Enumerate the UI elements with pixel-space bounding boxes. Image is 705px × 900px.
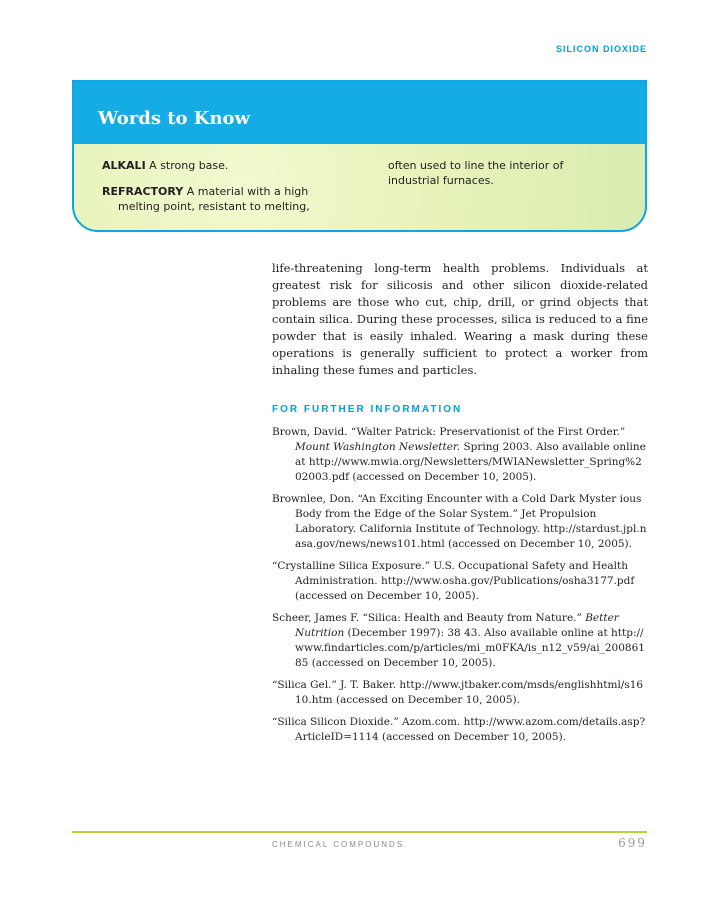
reference-url[interactable]: http://www.mwia.org/Newsletters/MWIANewsletter_Spring%202003.pdf (295, 456, 642, 483)
reference-accessed: (accessed on December 10, 2005). (444, 538, 632, 550)
reference-text: Brown, David. “Walter Patrick: Preservationist of the First Order.” (272, 426, 626, 438)
reference-accessed: (accessed on December 10, 2005). (378, 731, 567, 743)
reference-item (272, 559, 648, 604)
reference-text: (December 1997): 38 43. Also available online at (344, 627, 612, 639)
glossary-entry-refractory (102, 184, 342, 214)
glossary-continuation: often used to line the interior of industrial furnaces. (388, 159, 564, 187)
footer-book-title: CHEMICAL COMPOUNDS (272, 840, 405, 849)
reference-title: Better Nutrition (295, 612, 619, 639)
reference-accessed: (accessed on December 10, 2005). (295, 590, 479, 602)
reference-url[interactable]: http://www.azom.com/details.asp?ArticleID=1114 (295, 716, 646, 743)
page-number: 699 (618, 836, 647, 850)
reference-url[interactable]: http://www.osha.gov/Publications/osha3177.pdf (380, 575, 635, 587)
glossary-entry-alkali (102, 158, 342, 173)
glossary-term: REFRACTORY (102, 185, 184, 198)
reference-accessed: (accessed on December 10, 2005). (308, 657, 496, 669)
reference-list (272, 425, 648, 752)
reference-item (272, 425, 648, 485)
reference-text: Brownlee, Don. “An Exciting Encounter with a Cold Dark Myster ious Body from the Edge of the Solar System.” Jet Propulsion Laboratory. California Institute of Technology. (272, 493, 642, 535)
words-to-know-box (72, 80, 647, 232)
running-head: SILICON DIOXIDE (555, 44, 647, 54)
words-to-know-left-column (102, 158, 342, 225)
glossary-term: ALKALI (102, 159, 146, 172)
body-paragraph: life-threatening long-term health problems. Individuals at greatest risk for silicosis and other silicon dioxide-related problems are those who cut, chip, drill, or grind objects that contain silica. During these processes, silica is reduced to a fine powder that is easily inhaled. Wearing a mask during these operations is generally sufficient to protect a worker from inhaling these fumes and particles. (272, 261, 648, 377)
reference-accessed: (accessed on December 10, 2005). (332, 694, 520, 706)
reference-url[interactable]: http://www.findarticles.com/p/articles/mi_m0FKA/is_n12_v59/ai_20086185 (295, 627, 645, 669)
reference-title: Mount Washington Newsletter. (295, 441, 461, 453)
reference-text: “Silica Silicon Dioxide.” Azom.com. (272, 716, 464, 728)
words-to-know-title: Words to Know (98, 108, 251, 129)
reference-item (272, 611, 648, 671)
glossary-definition: A material with a high melting point, resistant to melting, (118, 185, 310, 213)
reference-text: “Silica Gel.” J. T. Baker. (272, 679, 400, 691)
reference-item (272, 492, 648, 552)
reference-url[interactable]: http://stardust.jpl.nasa.gov/news/news101.html (295, 523, 647, 550)
reference-text: Scheer, James F. “Silica: Health and Beauty from Nature.” (272, 612, 586, 624)
further-information-heading: FOR FURTHER INFORMATION (272, 404, 463, 415)
glossary-definition: A strong base. (149, 159, 229, 172)
reference-text: Spring 2003. Also available online at (295, 441, 646, 468)
reference-text: “Crystalline Silica Exposure.” U.S. Occupational Safety and Health Administration. (272, 560, 628, 587)
reference-accessed: (accessed on December 10, 2005). (349, 471, 537, 483)
footer-rule (72, 831, 647, 833)
reference-url[interactable]: http://www.jtbaker.com/msds/englishhtml/s1610.htm (295, 679, 644, 706)
words-to-know-right-column (388, 158, 593, 188)
reference-item (272, 715, 648, 745)
reference-item (272, 678, 648, 708)
